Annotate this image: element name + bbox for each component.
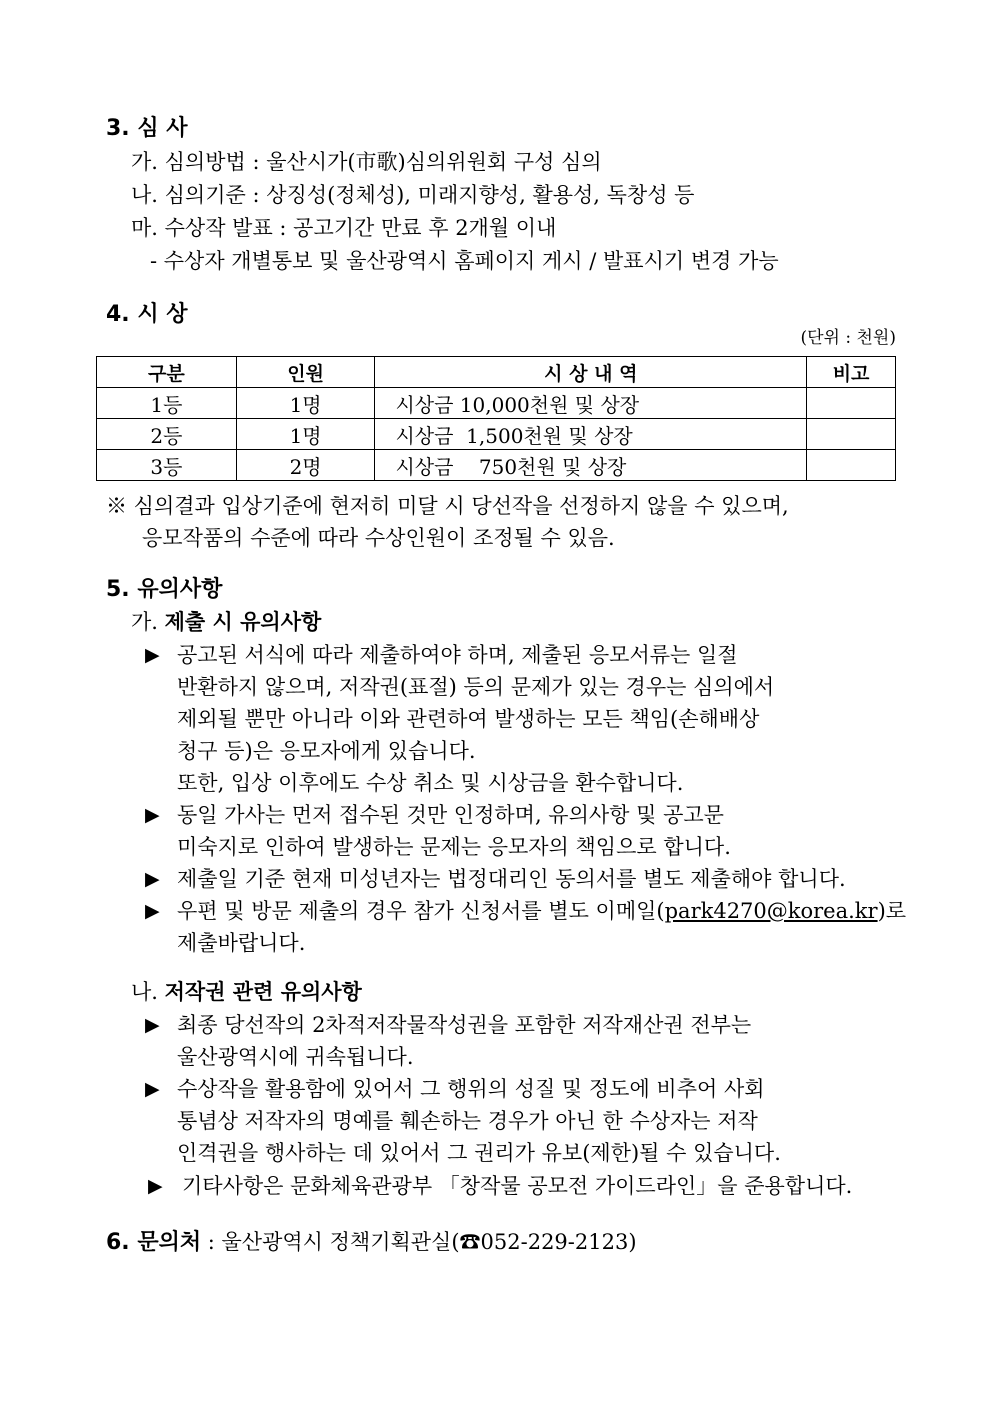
email-link[interactable]: park4270@korea.kr — [664, 899, 878, 923]
bullet-text-part: 우편 및 방문 제출의 경우 참가 신청서를 별도 이메일( — [177, 899, 665, 923]
bullet-text: 통념상 저작자의 명예를 훼손하는 경우가 아닌 한 수상자는 저작 — [177, 1109, 758, 1133]
bullet-text-part: )로 — [877, 899, 907, 923]
bullet-icon: ▶ — [145, 644, 160, 666]
bullet-icon: ▶ — [145, 868, 160, 890]
winner-announcement: 마. 수상작 발표 : 공고기간 만료 후 2개월 이내 — [131, 216, 557, 240]
bullet-icon: ▶ — [148, 1175, 163, 1197]
bullet-icon: ▶ — [145, 804, 160, 826]
cell-count: 1명 — [236, 388, 375, 419]
subsection-b-prefix: 나. — [131, 980, 165, 1004]
cell-details: 시상금 10,000천원 및 상장 — [375, 388, 807, 419]
cell-rank: 1등 — [97, 388, 237, 419]
cell-rank: 2등 — [97, 419, 237, 450]
bullet-text: 수상작을 활용함에 있어서 그 행위의 성질 및 정도에 비추어 사회 — [177, 1077, 765, 1101]
bullet-text: 기타사항은 문화체육관광부 「창작물 공모전 가이드라인」을 준용합니다. — [182, 1174, 853, 1198]
subsection-b-heading — [131, 977, 362, 1007]
table-row — [97, 419, 896, 450]
unit-label: (단위 : 천원) — [800, 328, 896, 348]
cell-count: 1명 — [236, 419, 375, 450]
subsection-b-title: 저작권 관련 유의사항 — [164, 980, 362, 1004]
subsection-a-prefix: 가. — [131, 610, 165, 634]
header-count: 인원 — [236, 357, 375, 388]
bullet-text — [177, 896, 906, 926]
cell-remarks — [807, 388, 896, 419]
subsection-a-title: 제출 시 유의사항 — [164, 610, 322, 634]
bullet-text: 또한, 입상 이후에도 수상 취소 및 시상금을 환수합니다. — [177, 771, 684, 795]
contact-text: : 울산광역시 정책기획관실(☎052-229-2123) — [201, 1230, 637, 1254]
bullet-text: 동일 가사는 먼저 접수된 것만 인정하며, 유의사항 및 공고문 — [177, 803, 724, 827]
bullet-text: 청구 등)은 응모자에게 있습니다. — [177, 739, 476, 763]
cell-details: 시상금 1,500천원 및 상장 — [375, 419, 807, 450]
section-5-heading: 5. 유의사항 — [106, 577, 223, 602]
cell-rank: 3등 — [97, 450, 237, 481]
bullet-text: 반환하지 않으며, 저작권(표절) 등의 문제가 있는 경우는 심의에서 — [177, 675, 775, 699]
table-header-row — [97, 357, 896, 388]
cell-count: 2명 — [236, 450, 375, 481]
table-row — [97, 388, 896, 419]
bullet-icon: ▶ — [145, 900, 160, 922]
bullet-text: 공고된 서식에 따라 제출하여야 하며, 제출된 응모서류는 일절 — [177, 643, 738, 667]
bullet-text: 제외될 뿐만 아니라 이와 관련하여 발생하는 모든 책임(손해배상 — [177, 707, 760, 731]
contact-line — [106, 1227, 637, 1258]
bullet-icon: ▶ — [145, 1078, 160, 1100]
subsection-a-heading — [131, 607, 321, 637]
bullet-text: 울산광역시에 귀속됩니다. — [177, 1045, 414, 1069]
section-6-heading: 6. 문의처 — [106, 1230, 202, 1255]
section-3-heading: 3. 심 사 — [106, 116, 188, 141]
announcement-note: - 수상자 개별통보 및 울산광역시 홈페이지 게시 / 발표시기 변경 가능 — [150, 249, 779, 273]
review-criteria: 나. 심의기준 : 상징성(정체성), 미래지향성, 활용성, 독창성 등 — [131, 183, 695, 207]
cell-remarks — [807, 450, 896, 481]
review-method: 가. 심의방법 : 울산시가(市歌)심의위원회 구성 심의 — [131, 150, 602, 174]
bullet-text: 제출바랍니다. — [177, 931, 306, 955]
bullet-text: 제출일 기준 현재 미성년자는 법정대리인 동의서를 별도 제출해야 합니다. — [177, 867, 846, 891]
cell-remarks — [807, 419, 896, 450]
cell-details: 시상금 750천원 및 상장 — [375, 450, 807, 481]
bullet-text: 최종 당선작의 2차적저작물작성권을 포함한 저작재산권 전부는 — [177, 1013, 752, 1037]
award-table — [96, 356, 896, 481]
bullet-text: 미숙지로 인하여 발생하는 문제는 응모자의 책임으로 합니다. — [177, 835, 731, 859]
table-note-line-2: 응모작품의 수준에 따라 수상인원이 조정될 수 있음. — [142, 526, 615, 550]
table-note-line-1: ※ 심의결과 입상기준에 현저히 미달 시 당선작을 선정하지 않을 수 있으며, — [106, 494, 789, 518]
table-row — [97, 450, 896, 481]
header-remarks: 비고 — [807, 357, 896, 388]
bullet-icon: ▶ — [145, 1014, 160, 1036]
header-details: 시 상 내 역 — [375, 357, 807, 388]
header-rank: 구분 — [97, 357, 237, 388]
section-4-heading: 4. 시 상 — [106, 302, 188, 327]
bullet-text: 인격권을 행사하는 데 있어서 그 권리가 유보(제한)될 수 있습니다. — [177, 1141, 781, 1165]
